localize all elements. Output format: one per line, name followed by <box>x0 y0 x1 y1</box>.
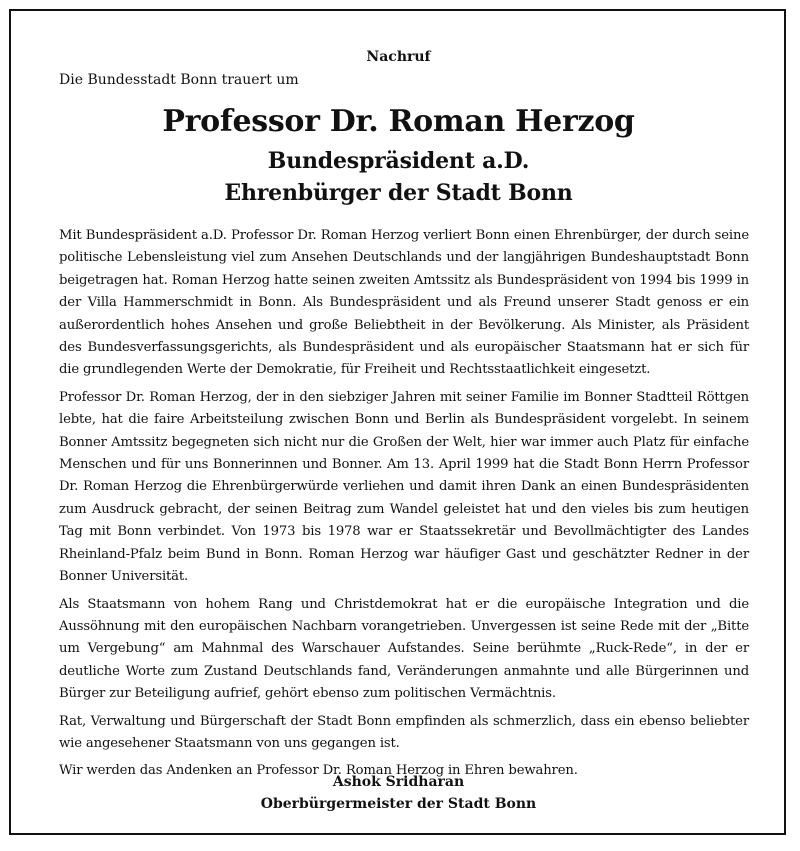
body-paragraph-2: Professor Dr. Roman Herzog, der in den siebziger Jahren mit seiner Familie im Bonner Stadtteil Röttgen lebte, hat die faire Arbeitsteilung zwischen Bonn und Berlin als Bundespräsident vorgelebt. In seinem Bonner Amtssitz begegneten sich nicht nur die Großen der Welt, hier war immer auch Platz für einfache Menschen und für uns Bonnerinnen und Bonner. Am 13. April 1999 hat die Stadt Bonn Herrn Professor Dr. Roman Herzog die Ehrenbürgerwürde verliehen und damit ihren Dank an einen Bundespräsidenten zum Ausdruck gebracht, der seinen Beitrag zum Wandel geleistet hat und den vieles bis zum heutigen Tag mit Bonn verbindet. Von 1973 bis 1978 war er Staatssekretär und Bevollmächtigter des Landes Rheinland-Pfalz beim Bund in Bonn. Roman Herzog war häufiger Gast und geschätzter Redner in der Bonner Universität. <box>59 389 749 585</box>
signatory-name: Ashok Sridharan <box>332 774 465 790</box>
deceased-title-president: Bundespräsident a.D. <box>267 148 530 174</box>
signatory-role: Oberbürgermeister der Stadt Bonn <box>260 796 537 812</box>
body-paragraph-1: Mit Bundespräsident a.D. Professor Dr. Roman Herzog verliert Bonn einen Ehrenbürger, der durch seine politische Lebensleistung viel zum Ansehen Deutschlands und der langjährigen Bundeshauptstadt Bonn beigetragen hat. Roman Herzog hatte seinen zweiten Amtssitz als Bundespräsident von 1994 bis 1999 in der Villa Hammerschmidt in Bonn. Als Bundespräsident und als Freund unserer Stadt genoss er ein außerordentlich hohes Ansehen und große Beliebtheit in der Bevölkerung. Als Minister, als Präsident des Bundesverfassungsgerichts, als Bundespräsident und als europäischer Staatsmann hat er sich für die grundlegenden Werte der Demokratie, für Freiheit und Rechtsstaatlichkeit eingesetzt. <box>59 228 749 378</box>
body-paragraph-4: Rat, Verwaltung und Bürgerschaft der Stadt Bonn empfinden als schmerzlich, dass ein ebenso beliebter wie angesehener Staatsmann von uns gegangen ist. <box>59 713 749 751</box>
body-paragraph-5: Wir werden das Andenken an Professor Dr. Roman Herzog in Ehren bewahren. <box>59 763 578 779</box>
deceased-name: Professor Dr. Roman Herzog <box>162 104 635 139</box>
notice-frame <box>9 9 786 835</box>
body-paragraph-3: Als Staatsmann von hohem Rang und Christdemokrat hat er die europäische Integration und die Aussöhnung mit den europäischen Nachbarn vorangetrieben. Unvergessen ist seine Rede mit der „Bitte um Vergebung“ am Mahnmal des Warschauer Aufstandes. Seine berühmte „Ruck-Rede“, in der er deutliche Worte zum Zustand Deutschlands fand, Veränderungen anmahnte und alle Bürgerinnen und Bürger zur Beteiligung aufrief, gehört ebenso zum politischen Vermächtnis. <box>59 596 749 702</box>
notice-intro: Die Bundesstadt Bonn trauert um <box>59 72 299 88</box>
deceased-title-honorary-citizen: Ehrenbürger der Stadt Bonn <box>224 180 573 206</box>
notice-body <box>59 225 749 788</box>
notice-heading: Nachruf <box>366 49 431 65</box>
